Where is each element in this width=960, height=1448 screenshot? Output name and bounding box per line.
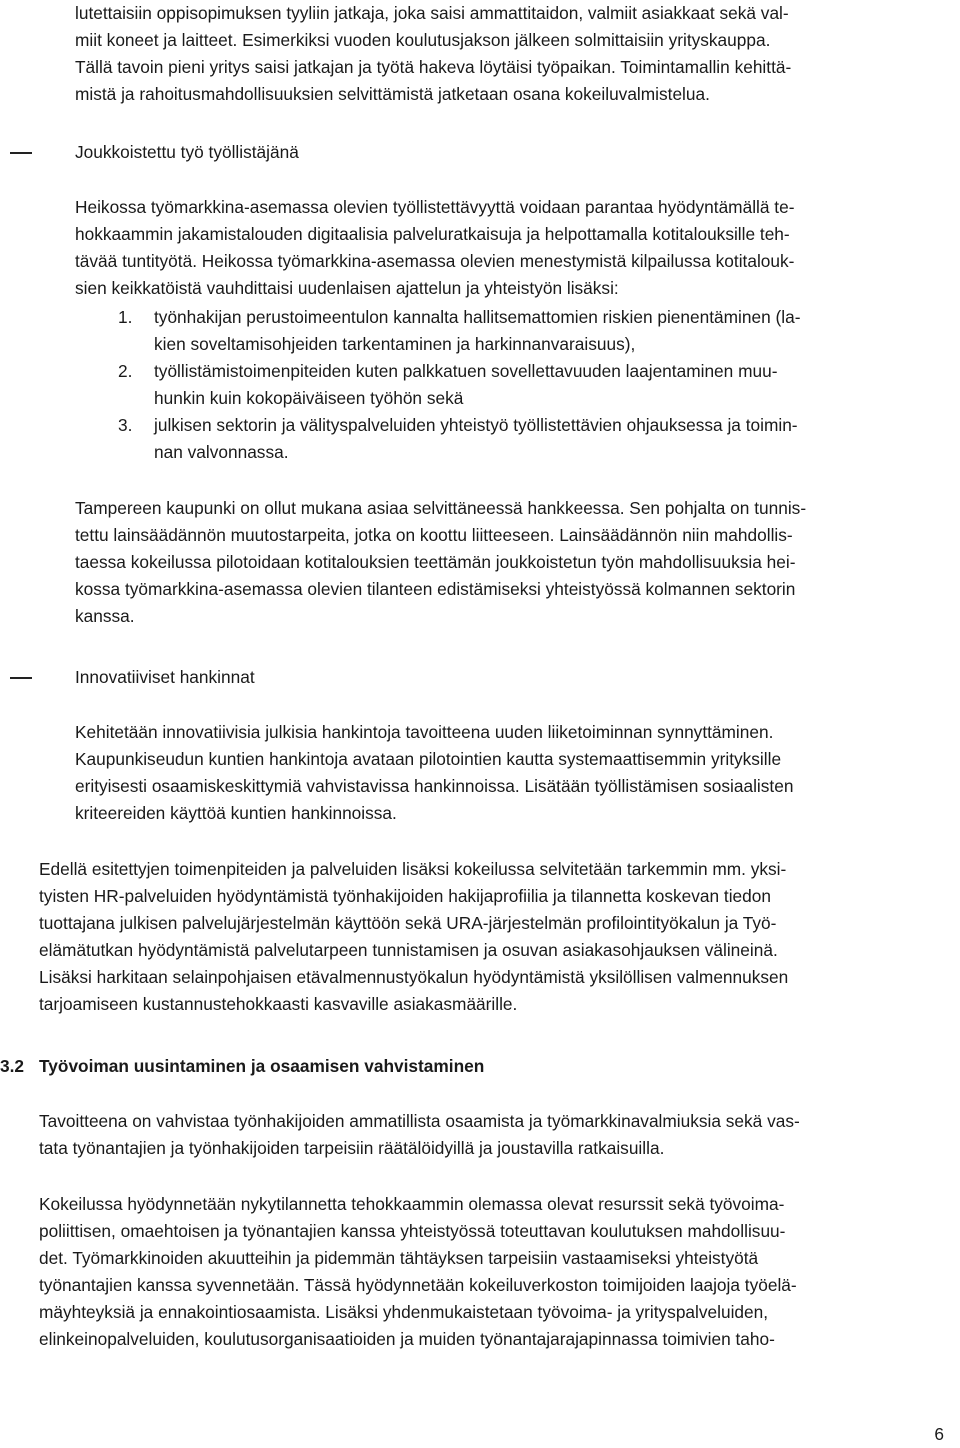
list-number: 2. — [118, 361, 133, 381]
list-item-line: työnhakijan perustoimeentulon kannalta hallitsemattomien riskien pienentäminen (la- — [154, 307, 801, 327]
intro-line: lutettaisiin oppisopimuksen tyyliin jatkaja, joka saisi ammattitaidon, valmiit asiakkaat sekä val- — [75, 3, 789, 23]
item1-title: Joukkoistettu työ työllistäjänä — [75, 142, 299, 162]
item1-para-line: tävää tuntityötä. Heikossa työmarkkina-asemassa olevien menestymistä kilpailussa kotitalouk- — [75, 251, 795, 271]
summary-line: Lisäksi harkitaan selainpohjaisen etävalmennustyökalun hyödyntämistä yksilöllisen valmennuksen — [39, 967, 789, 987]
item2-para-line: kriteereiden käyttöä kuntien hankinnoissa. — [75, 803, 397, 823]
item1-para2-line: taessa kokeilussa pilotoidaan kotitalouksien teettämän joukkoistetun työn mahdollisuuksia hei- — [75, 552, 796, 572]
dash-bullet-icon — [10, 677, 32, 679]
section-number: 3.2 — [0, 1056, 25, 1076]
section-para2-line: poliittisen, omaehtoisen ja työnantajien kanssa yhteistyössä toteuttavan koulutuksen mahdollisuu- — [39, 1221, 786, 1241]
page-number: 6 — [934, 1424, 944, 1444]
item1-para2-line: kanssa. — [75, 606, 135, 626]
section-para2-line: mäyhteyksiä ja ennakointiosaamista. Lisäksi yhdenmukaistetaan työvoima- ja yrityspalveluiden, — [39, 1302, 769, 1322]
list-item-line: hunkin kuin kokopäiväiseen työhön sekä — [154, 388, 464, 408]
summary-line: tuottajana julkisen palvelujärjestelmän käyttöön sekä URA-järjestelmän profilointityökalun ja Työ- — [39, 913, 777, 933]
item2-para-line: Kehitetään innovatiivisia julkisia hankintoja tavoitteena uuden liiketoiminnan synnyttäminen. — [75, 722, 774, 742]
section-title: Työvoiman uusintaminen ja osaamisen vahvistaminen — [39, 1056, 485, 1076]
item1-para-line: Heikossa työmarkkina-asemassa olevien työllistettävyyttä voidaan parantaa hyödyntämällä te- — [75, 197, 795, 217]
section-para2-line: elinkeinopalveluiden, koulutusorganisaatioiden ja muiden työnantajarajapinnassa toimivien taho- — [39, 1329, 775, 1349]
section-para2-line: Kokeilussa hyödynnetään nykytilannetta tehokkaammin olemassa olevat resurssit sekä työvoima- — [39, 1194, 785, 1214]
section-para2-line: det. Työmarkkinoiden akuutteihin ja pidemmän tähtäyksen tarpeisiin vastaamiseksi yhteistyötä — [39, 1248, 759, 1268]
section-para1-line: Tavoitteena on vahvistaa työnhakijoiden ammatillista osaamista ja työmarkkinavalmiuksia sekä vas- — [39, 1111, 800, 1131]
intro-line: Tällä tavoin pieni yritys saisi jatkajan ja työtä hakeva löytäisi työpaikan. Toimintamallin kehittä- — [75, 57, 792, 77]
dash-bullet-icon — [10, 152, 32, 154]
item1-para-line: hokkaammin jakamistalouden digitaalisia palveluratkaisuja ja helpottamalla kotitalouksille teh- — [75, 224, 790, 244]
section-para1-line: tata työnantajien ja työnhakijoiden tarpeisiin räätälöidyillä ja joustavilla ratkaisuilla. — [39, 1138, 665, 1158]
item1-para2-line: tettu lainsäädännön muutostarpeita, jotka on koottu liitteeseen. Lainsäädännön niin mahdollis- — [75, 525, 793, 545]
item1-para2-line: Tampereen kaupunki on ollut mukana asiaa selvittäneessä hankkeessa. Sen pohjalta on tunnis- — [75, 498, 807, 518]
intro-line: mistä ja rahoitusmahdollisuuksien selvittämistä jatketaan osana kokeiluvalmistelua. — [75, 84, 710, 104]
summary-line: elämätutkan hyödyntämistä palvelutarpeen tunnistamisen ja osuvan asiakasohjauksen välineinä. — [39, 940, 778, 960]
list-item-line: kien soveltamisohjeiden tarkentaminen ja harkinnanvaraisuus), — [154, 334, 636, 354]
list-number: 3. — [118, 415, 133, 435]
item2-para-line: Kaupunkiseudun kuntien hankintoja avataan pilotointien kautta systemaattisemmin yrityksille — [75, 749, 782, 769]
item1-para2-line: kossa työmarkkina-asemassa olevien tilanteen edistämiseksi yhteistyössä kolmannen sektorin — [75, 579, 796, 599]
list-item-line: julkisen sektorin ja välityspalveluiden yhteistyö työllistettävien ohjauksessa ja toimin- — [154, 415, 798, 435]
section-para2-line: työnantajien kanssa syvennetään. Tässä hyödynnetään kokeiluverkoston toimijoiden laajoja työelä- — [39, 1275, 797, 1295]
summary-line: tyisten HR-palveluiden hyödyntämistä työnhakijoiden hakijaprofiilia ja tilannetta koskevan tiedon — [39, 886, 771, 906]
intro-line: miit koneet ja laitteet. Esimerkiksi vuoden koulutusjakson jälkeen solmittaisiin yrityskauppa. — [75, 30, 771, 50]
list-number: 1. — [118, 307, 133, 327]
list-item-line: työllistämistoimenpiteiden kuten palkkatuen sovellettavuuden laajentaminen muu- — [154, 361, 778, 381]
summary-line: tarjoamiseen kustannustehokkaasti kasvaville asiakasmäärille. — [39, 994, 518, 1014]
item2-title: Innovatiiviset hankinnat — [75, 667, 255, 687]
summary-line: Edellä esitettyjen toimenpiteiden ja palveluiden lisäksi kokeilussa selvitetään tarkemmin mm. yksi- — [39, 859, 787, 879]
item1-para-line: sien keikkatöistä vauhdittaisi uudenlaisen ajattelun ja yhteistyön lisäksi: — [75, 278, 619, 298]
list-item-line: nan valvonnassa. — [154, 442, 289, 462]
item2-para-line: erityisesti osaamiskeskittymiä vahvistavissa hankinnoissa. Lisätään työllistämisen sosiaalisten — [75, 776, 794, 796]
